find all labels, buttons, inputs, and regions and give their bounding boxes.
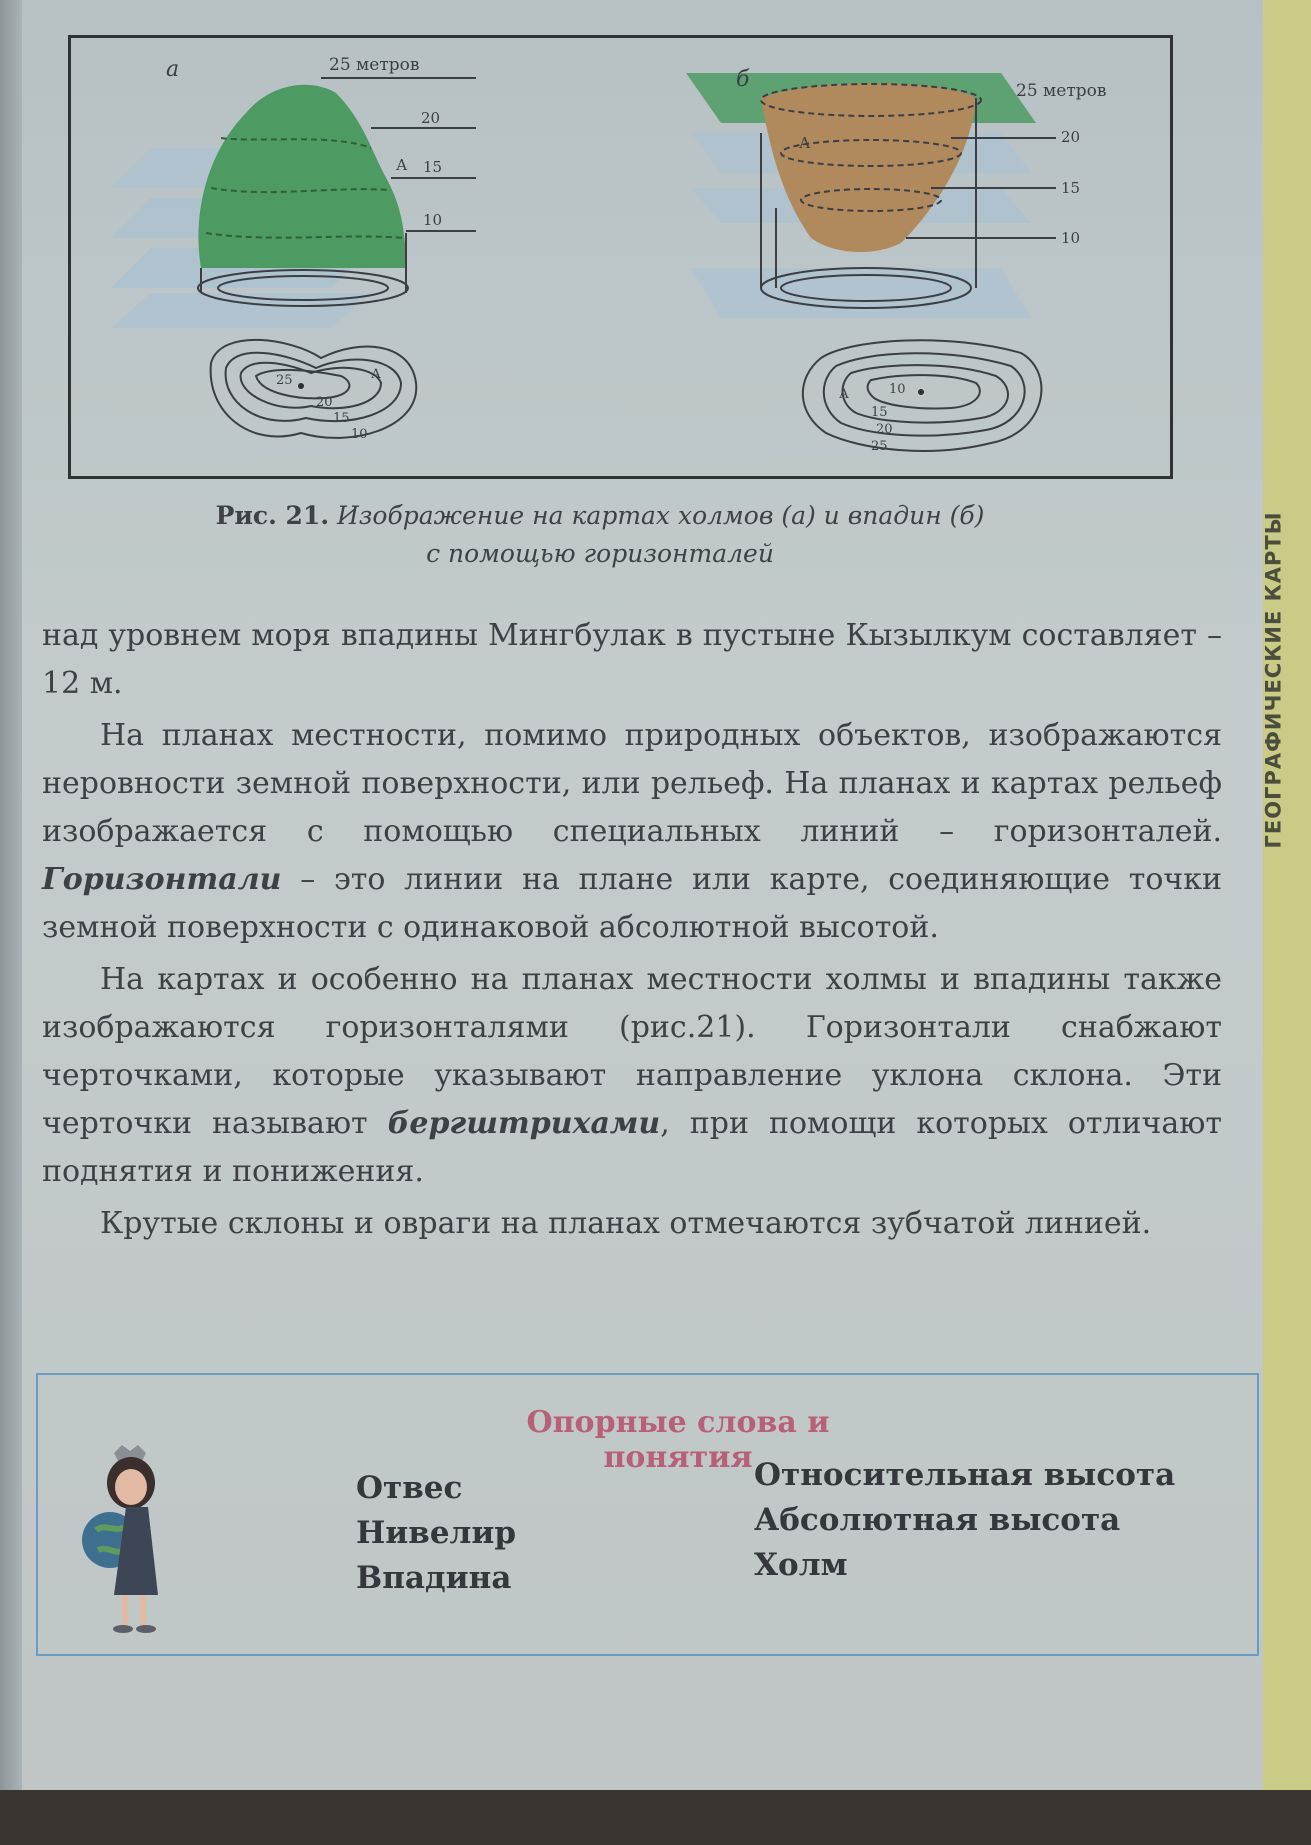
hill-top-label: 25 метров xyxy=(329,55,420,75)
girl-with-globe-icon xyxy=(76,1445,186,1640)
paragraph-4: Крутые склоны и овраги на планах отмечаются зубчатой линией. xyxy=(100,1206,1152,1241)
body-text xyxy=(42,612,1222,1252)
depression-plan-label-25: 25 xyxy=(871,439,888,454)
paragraph-2-text-b: – это линии на плане или карте, соединяющие точки земной поверхности с одинаковой абсолютной высотой. xyxy=(42,862,1222,945)
depression-plan-label-a: А xyxy=(839,387,849,402)
hill-level-15: 15 xyxy=(423,158,443,176)
hill-level-10: 10 xyxy=(423,211,443,229)
depression-level-15: 15 xyxy=(1061,179,1081,197)
paragraph-3 xyxy=(42,956,1222,1196)
page-binding-edge xyxy=(0,0,22,1790)
caption-number: Рис. 21. xyxy=(215,501,330,530)
paragraph-1: над уровнем моря впадины Мингбулак в пустыне Кызылкум составляет –12 м. xyxy=(42,618,1222,701)
term-bergshtrikhi: бергштрихами xyxy=(387,1106,661,1141)
caption-title-line-2: с помощью горизонталей xyxy=(426,539,774,568)
hill-plan-label-15: 15 xyxy=(333,411,350,426)
key-terms-box xyxy=(36,1373,1259,1656)
keyword-otnositelnaya-vysota: Относительная высота xyxy=(754,1457,1176,1493)
keyword-kholm: Холм xyxy=(754,1547,848,1583)
figure-21 xyxy=(68,35,1173,479)
depression-top-label: 25 метров xyxy=(1016,81,1107,101)
caption-title-line-1: Изображение на картах холмов (а) и впадин (б) xyxy=(336,501,985,530)
depression-plan-label-20: 20 xyxy=(876,422,893,437)
depression-plan-bottom xyxy=(918,389,924,395)
depression-plan-label-15: 15 xyxy=(871,405,888,420)
key-terms-title: Опорные слова и понятия xyxy=(526,1405,830,1475)
depression-diagram xyxy=(686,67,1106,454)
depression-plan-label-10: 10 xyxy=(889,382,906,397)
hill-plan-label-10: 10 xyxy=(351,427,368,442)
hill-plan-summit xyxy=(298,383,304,389)
paragraph-2-text-a: На планах местности, помимо природных объектов, изображаются неровности земной поверхности, или рельеф. На планах и картах рельеф изображается с помощью специальных линий – горизонталей. xyxy=(42,718,1222,849)
depression-level-10: 10 xyxy=(1061,229,1081,247)
paragraph-3-text-b: , при помощи которых отличают поднятия и понижения. xyxy=(42,1106,1222,1189)
figure-21-illustration xyxy=(71,38,1170,476)
hill-plan-label-25: 25 xyxy=(276,373,293,388)
hill-plan-label-20: 20 xyxy=(316,395,333,410)
term-gorizontali: Горизонтали xyxy=(42,862,282,897)
shoe-left xyxy=(113,1625,133,1633)
side-tab-strip xyxy=(1263,0,1311,1790)
hill-plan-label-a: А xyxy=(371,367,381,382)
paragraph-2 xyxy=(42,712,1222,952)
leg-right xyxy=(140,1595,146,1625)
depression-point-a: А xyxy=(799,134,811,152)
keyword-absolyutnaya-vysota: Абсолютная высота xyxy=(754,1502,1121,1538)
figure-caption xyxy=(150,497,1050,573)
keyword-nivelir: Нивелир xyxy=(356,1515,517,1551)
hill-figure-letter: а xyxy=(166,57,180,82)
shoe-right xyxy=(136,1625,156,1633)
side-tab-label xyxy=(1254,500,1294,860)
hill-level-20: 20 xyxy=(421,109,441,127)
keyword-vpadina: Впадина xyxy=(356,1560,512,1596)
face-shape xyxy=(115,1469,147,1505)
depression-level-20: 20 xyxy=(1061,128,1081,146)
depression-plan-contour-15 xyxy=(843,365,1008,422)
hill-diagram xyxy=(111,55,476,442)
leg-left xyxy=(122,1595,128,1625)
depression-figure-letter: б xyxy=(736,67,750,92)
hill-plan-contour-15 xyxy=(226,353,401,421)
paragraph-3-text-a: На картах и особенно на планах местности холмы и впадины также изображаются горизонталями (рис.21). Горизонтали снабжают черточками, которые указывают направление уклона склона. Эти черточки называют xyxy=(42,962,1222,1141)
caption-line-1 xyxy=(150,497,1050,535)
hill-plane-0 xyxy=(111,293,371,328)
side-tab-text: ГЕОГРАФИЧЕСКИЕ КАРТЫ xyxy=(1262,511,1286,849)
keyword-otves: Отвес xyxy=(356,1470,463,1506)
depression-shape xyxy=(761,83,976,252)
hill-shape xyxy=(198,85,406,268)
hill-point-a: А xyxy=(396,156,408,174)
